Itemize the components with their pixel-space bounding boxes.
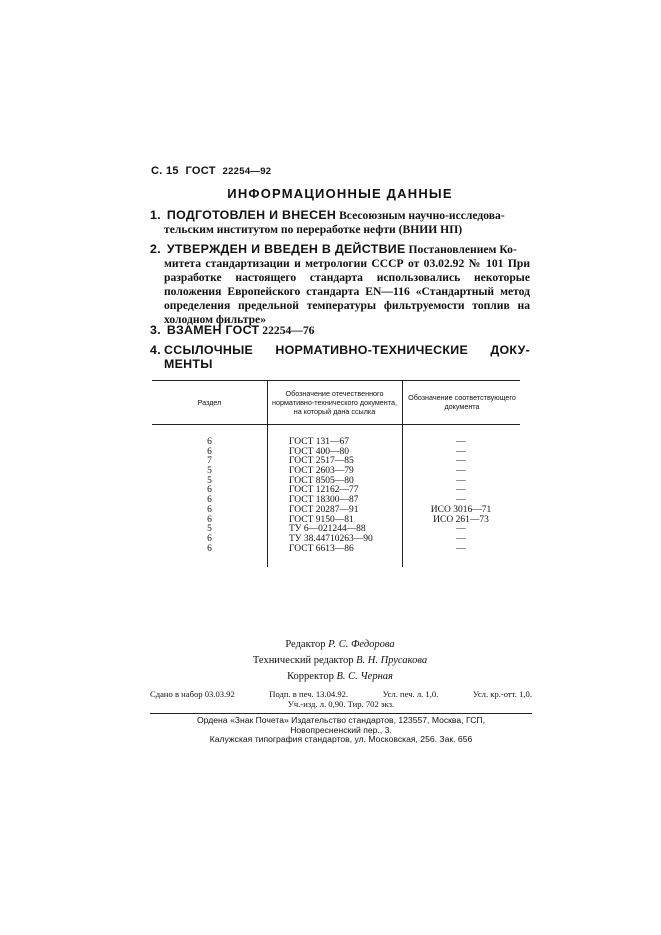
cell-equivalent: —: [456, 495, 466, 506]
cell-document: ГОСТ 400—80: [289, 446, 349, 457]
page-number: С. 15: [151, 165, 179, 177]
editor-name: В. Н. Прусакова: [356, 655, 428, 666]
editor-name: В. С. Черная: [336, 671, 393, 682]
cell-equivalent: —: [456, 446, 466, 457]
editor-role: Корректор: [287, 671, 334, 682]
item-heading: НОРМАТИВНО-ТЕХНИЧЕСКИЕ: [275, 343, 469, 357]
cell-equivalent: ИСО 261—73: [433, 514, 489, 525]
cell-section: 6: [207, 504, 212, 515]
page-header: [151, 165, 271, 177]
cell-document: ГОСТ 2603—79: [289, 466, 354, 477]
editors-block: [140, 637, 540, 685]
column-header-document: Обозначение отечественного нормативно-технического документа, на который дана ссылка: [272, 388, 397, 416]
cell-document: ТУ 38.44710263—90: [289, 533, 373, 544]
editor-line: [140, 653, 540, 669]
cell-document: ГОСТ 9150—81: [289, 514, 354, 525]
editor-line: [140, 637, 540, 653]
cell-equivalent: —: [456, 475, 466, 486]
cell-document: ГОСТ 2517—85: [289, 456, 354, 467]
cell-document: ГОСТ 131—67: [289, 437, 349, 447]
cell-section: 5: [207, 524, 212, 535]
cell-section: 6: [207, 437, 212, 447]
column-header-equivalent: Обозначение соответствующего документа: [408, 393, 516, 411]
standard-label: ГОСТ: [185, 165, 216, 177]
page-title: ИНФОРМАЦИОННЫЕ ДАННЫЕ: [227, 186, 453, 201]
imprint-prints: Усл. кр.-отт. 1,0.: [472, 689, 532, 699]
item-text-cont: митета стандартизации и метрологии СССР от 03.02.92 № 101 При разработке настоящего стандарта использовались некоторые положения Европейского стандарта EN—116 «Стандартный метод определения предельной температуры фильтруемости топлив на холодном фильтре»: [164, 257, 530, 326]
item-text-cont: тельским институтом по переработке нефти (ВНИИ НП): [164, 223, 463, 236]
cell-equivalent: —: [456, 485, 466, 496]
imprint-edition: Уч.-изд. л. 0,90. Тир. 702 экз.: [287, 698, 395, 709]
cell-section: 5: [207, 466, 212, 477]
item-number: 3.: [150, 323, 161, 337]
info-item-2: [150, 242, 530, 327]
cell-section: 6: [207, 495, 212, 506]
item-number: 2.: [150, 242, 161, 256]
editor-role: Редактор: [285, 639, 326, 650]
info-item-4: [150, 343, 530, 371]
cell-equivalent: —: [456, 543, 466, 554]
imprint-block: [150, 690, 532, 709]
cell-document: ГОСТ 8505—80: [289, 475, 354, 486]
cell-document: ГОСТ 18300—87: [289, 495, 359, 506]
table-row: [152, 545, 520, 555]
publisher-block: [150, 716, 532, 745]
item-text: 22254—76: [262, 324, 315, 337]
imprint-sheets: Усл. печ. л. 1,0.: [382, 689, 439, 699]
printing-house-line: Калужская типография стандартов, ул. Московская, 256. Зак. 656: [209, 734, 473, 745]
publisher-line: Ордена «Знак Почета» Издательство стандартов, 123557, Москва, ГСП,: [197, 715, 485, 725]
item-heading: УТВЕРЖДЕН И ВВЕДЕН В ДЕЙСТВИЕ: [166, 242, 406, 256]
standard-number: 22254—92: [222, 166, 272, 177]
cell-document: ТУ 6—021244—88: [289, 524, 366, 535]
editor-name: Р. С. Федорова: [328, 639, 395, 650]
cell-document: ГОСТ 6613—86: [289, 543, 354, 554]
cell-document: ГОСТ 12162—77: [289, 485, 359, 496]
cell-section: 6: [207, 533, 212, 544]
item-heading-cont: МЕНТЫ: [164, 357, 213, 371]
cell-equivalent: —: [456, 533, 466, 544]
footer-rule: [150, 713, 532, 714]
table-header-rule: [152, 424, 520, 425]
cell-equivalent: —: [456, 466, 466, 477]
item-number: 1.: [150, 208, 161, 222]
cell-section: 6: [207, 514, 212, 525]
cell-section: 6: [207, 543, 212, 554]
item-heading: ВЗАМЕН ГОСТ: [166, 323, 260, 337]
item-heading: ДОКУ-: [490, 343, 530, 357]
editor-line: [140, 669, 540, 685]
info-item-3: [150, 323, 530, 338]
item-heading: ПОДГОТОВЛЕН И ВНЕСЕН: [166, 208, 337, 222]
cell-equivalent: —: [456, 524, 466, 535]
cell-document: ГОСТ 20287—91: [289, 504, 359, 515]
cell-equivalent: —: [456, 437, 466, 447]
cell-section: 7: [207, 456, 212, 467]
item-heading: ССЫЛОЧНЫЕ: [164, 343, 254, 357]
item-number: 4.: [150, 343, 161, 357]
item-text: Всесоюзным научно-исследова-: [339, 209, 505, 222]
publisher-address: Новопресненский пер., 3.: [290, 724, 392, 735]
table-body: [152, 438, 520, 554]
cell-equivalent: —: [456, 456, 466, 467]
editor-role: Технический редактор: [252, 655, 354, 666]
item-text: Постановлением Ко-: [408, 243, 517, 256]
cell-section: 6: [207, 446, 212, 457]
cell-equivalent: ИСО 3016—71: [430, 504, 492, 515]
cell-section: 6: [207, 485, 212, 496]
cell-section: 5: [207, 475, 212, 486]
imprint-typeset: Сдано в набор 03.03.92: [150, 689, 235, 699]
info-item-1: [150, 208, 530, 237]
imprint-signed: Подп. в печ. 13.04.92.: [269, 689, 349, 699]
column-header-section: Раздел: [197, 397, 222, 407]
